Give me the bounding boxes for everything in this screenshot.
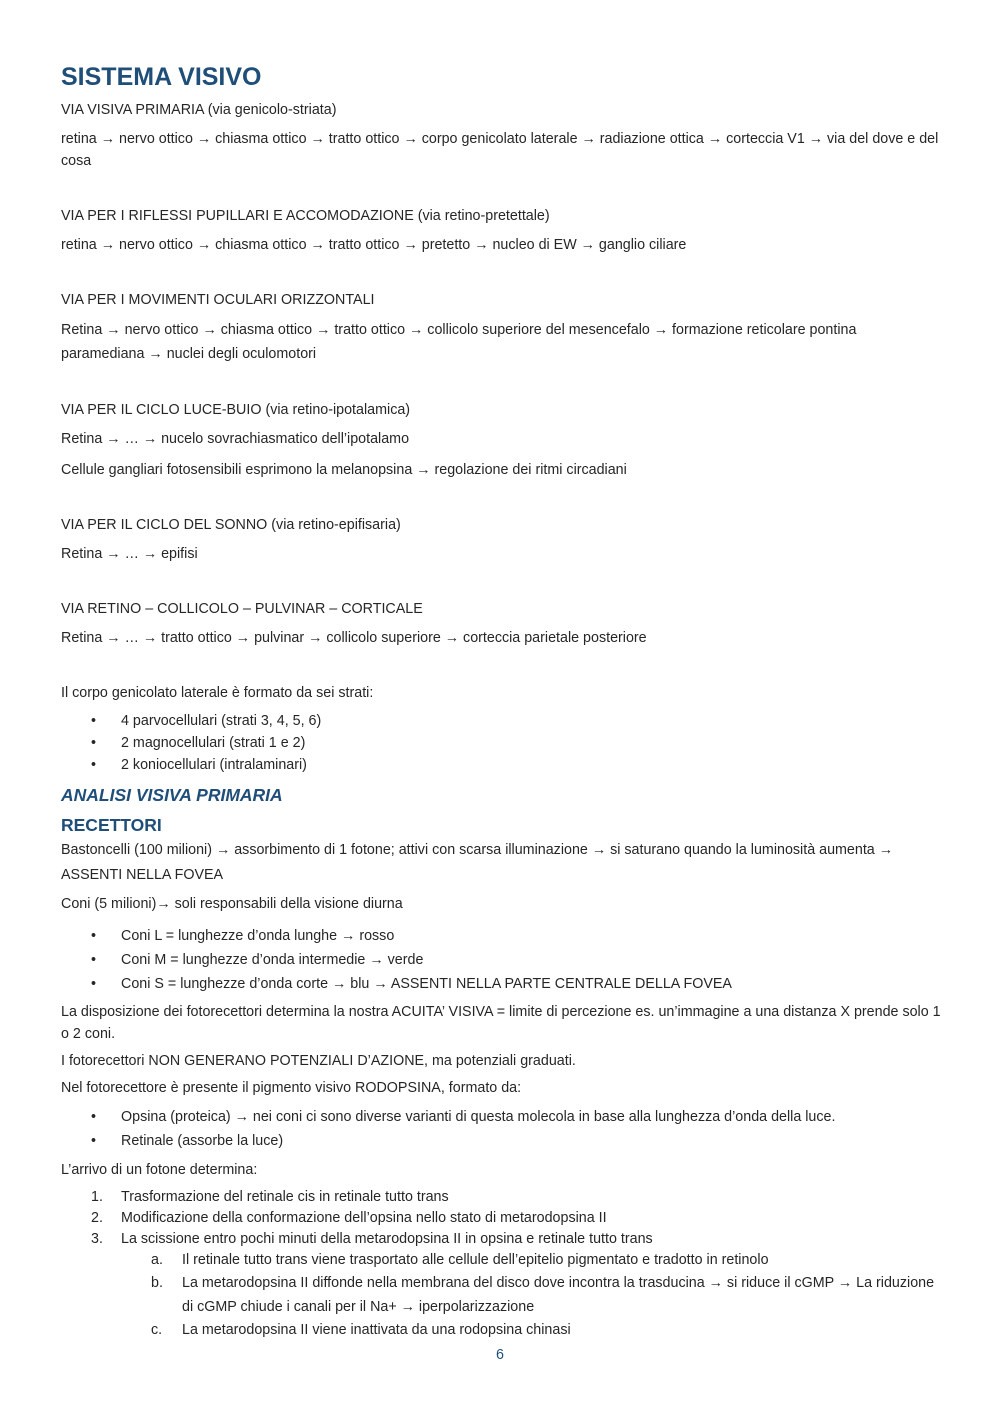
section-heading: VIA PER IL CICLO LUCE-BUIO (via retino-ipotalamica) xyxy=(61,402,411,418)
list-item: 1. Trasformazione del retinale cis in retinale tutto trans xyxy=(91,1189,449,1205)
list-item: • Coni M = lunghezze d’onda intermedie → verde xyxy=(91,952,424,968)
section-text: Retina → … → epifisi xyxy=(61,546,198,562)
list-item: 2. Modificazione della conformazione dell’opsina nello stato di metarodopsina II xyxy=(91,1210,607,1226)
cgl-intro: Il corpo genicolato laterale è formato da sei strati: xyxy=(61,685,374,701)
section-text: Cellule gangliari fotosensibili esprimono la melanopsina → regolazione dei ritmi circadiani xyxy=(61,462,627,478)
recettori-heading: RECETTORI xyxy=(61,815,162,835)
page-number: 6 xyxy=(496,1347,504,1363)
list-item: a. Il retinale tutto trans viene trasportato alle cellule dell’epitelio pigmentato e tradotto in retinolo xyxy=(151,1252,769,1268)
section-heading: VIA RETINO – COLLICOLO – PULVINAR – CORTICALE xyxy=(61,601,423,617)
analisi-heading: ANALISI VISIVA PRIMARIA xyxy=(61,785,283,805)
list-item: • 2 koniocellulari (intralaminari) xyxy=(91,757,307,773)
acuita-text: La disposizione dei fotorecettori determina la nostra ACUITA’ VISIVA = limite di percezione es. un’immagine a una distanza X prende solo 1 o 2 coni. xyxy=(61,1004,941,1042)
list-item: • 4 parvocellulari (strati 3, 4, 5, 6) xyxy=(91,713,322,729)
list-item: • Opsina (proteica) → nei coni ci sono diverse varianti di questa molecola in base alla lunghezza d’onda della luce. xyxy=(91,1109,836,1125)
list-item: b. La metarodopsina II diffonde nella membrana del disco dove incontra la trasducina → si riduce il cGMP → La riduzione di cGMP chiude i canali per il Na+ → iperpolarizzazione xyxy=(151,1275,935,1315)
section-heading: VIA PER IL CICLO DEL SONNO (via retino-epifisaria) xyxy=(61,517,401,533)
list-item: • Coni L = lunghezze d’onda lunghe → rosso xyxy=(91,928,395,944)
list-item: c. La metarodopsina II viene inattivata da una rodopsina chinasi xyxy=(151,1322,571,1338)
section-text: retina → nervo ottico → chiasma ottico → tratto ottico → corpo genicolato laterale → radiazione ottica → corteccia V1 → via del dove e del cosa xyxy=(61,131,939,169)
section-heading: VIA PER I MOVIMENTI OCULARI ORIZZONTALI xyxy=(61,292,375,308)
page-content xyxy=(61,60,941,1342)
page-title: SISTEMA VISIVO xyxy=(61,63,262,91)
rodopsina-text: Nel fotorecettore è presente il pigmento visivo RODOPSINA, formato da: xyxy=(61,1080,522,1096)
section-heading: VIA VISIVA PRIMARIA (via genicolo-striata) xyxy=(61,102,337,118)
section-text: Retina → nervo ottico → chiasma ottico → tratto ottico → collicolo superiore del mesencefalo → formazione reticolare pontina paramediana → nuclei degli oculomotori xyxy=(61,322,857,362)
section-text: Retina → … → tratto ottico → pulvinar → collicolo superiore → corteccia parietale posteriore xyxy=(61,630,647,646)
fotone-text: L’arrivo di un fotone determina: xyxy=(61,1162,258,1178)
list-item: • 2 magnocellulari (strati 1 e 2) xyxy=(91,735,306,751)
coni-list xyxy=(61,924,941,996)
list-item: • Coni S = lunghezze d’onda corte → blu → ASSENTI NELLA PARTE CENTRALE DELLA FOVEA xyxy=(91,976,732,992)
sub-list xyxy=(61,1250,941,1342)
coni-text: Coni (5 milioni)→ soli responsabili della visione diurna xyxy=(61,896,403,912)
list-item: 3. La scissione entro pochi minuti della metarodopsina II in opsina e retinale tutto trans xyxy=(91,1231,653,1247)
cgl-list xyxy=(61,710,941,776)
potenziali-text: I fotorecettori NON GENERANO POTENZIALI D’AZIONE, ma potenziali graduati. xyxy=(61,1053,576,1069)
list-item: • Retinale (assorbe la luce) xyxy=(91,1133,284,1149)
fotone-list xyxy=(61,1187,941,1250)
bastoncelli-text: Bastoncelli (100 milioni) → assorbimento di 1 fotone; attivi con scarsa illuminazione → si saturano quando la luminosità aumenta → ASSENTI NELLA FOVEA xyxy=(61,842,894,883)
section-text: retina → nervo ottico → chiasma ottico → tratto ottico → pretetto → nucleo di EW → ganglio ciliare xyxy=(61,237,687,253)
rodopsina-list xyxy=(61,1105,941,1153)
section-text: Retina → … → nucelo sovrachiasmatico dell’ipotalamo xyxy=(61,431,410,447)
section-heading: VIA PER I RIFLESSI PUPILLARI E ACCOMODAZIONE (via retino-pretettale) xyxy=(61,208,550,224)
